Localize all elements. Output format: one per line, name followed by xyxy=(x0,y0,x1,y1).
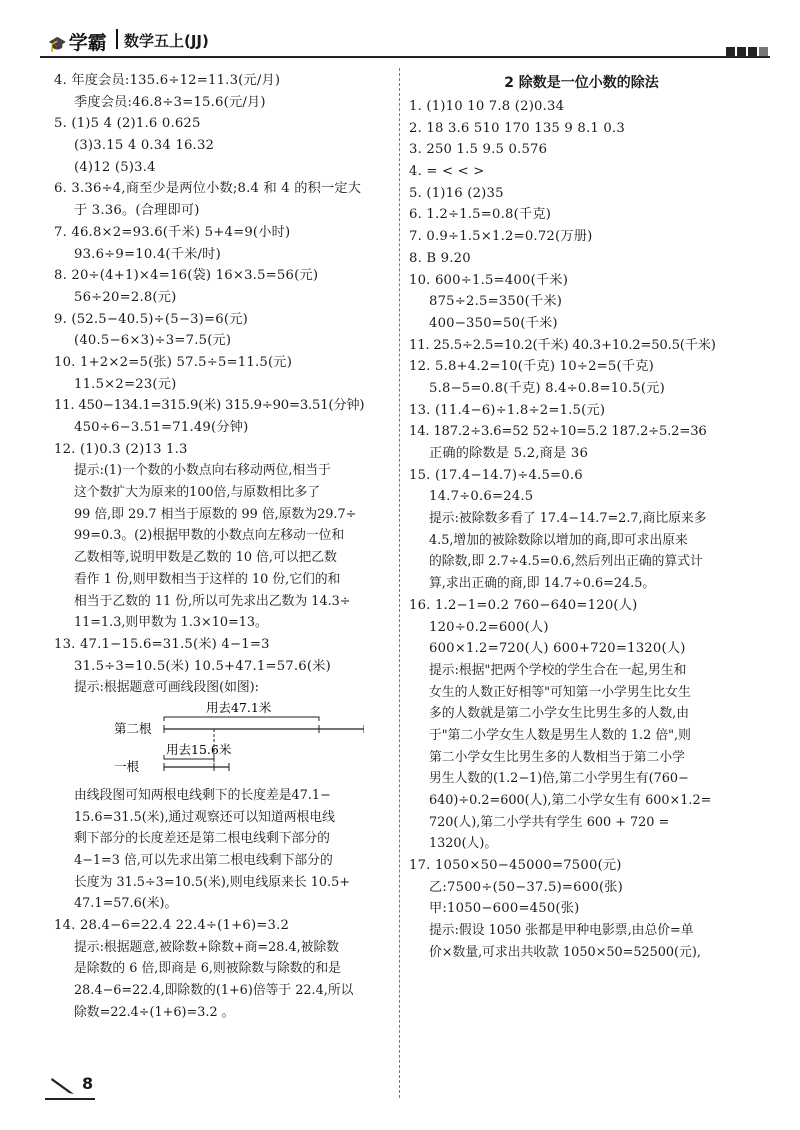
bottom-segment-label: 用去15.6米 xyxy=(166,741,232,757)
hint-line: 4−1=3 倍,可以先求出第二根电线剩下部分的 xyxy=(74,853,333,868)
hint-line: 的除数,即 2.7÷4.5=0.6,然后列出正确的算式计 xyxy=(429,554,703,570)
brand-logo xyxy=(48,28,107,55)
answer-line: 400−350=50(千米) xyxy=(429,315,558,331)
answer-line: 31.5÷3=10.5(米) 10.5+47.1=57.6(米) xyxy=(74,658,331,674)
section-title: 2 除数是一位小数的除法 xyxy=(504,75,659,91)
answer-line: 56÷20=2.8(元) xyxy=(74,289,177,305)
answer-line: 甲:1050−600=450(张) xyxy=(429,901,580,917)
answer-line: 6. 3.36÷4,商至少是两位小数;8.4 和 4 的积一定大 xyxy=(54,181,362,197)
answer-line: 875÷2.5=350(千米) xyxy=(429,294,563,310)
hint-line: 价×数量,可求出共收款 1050×50=52500(元), xyxy=(429,944,701,960)
header-rule xyxy=(40,56,770,58)
answer-line: 乙:7500÷(50−37.5)=600(张) xyxy=(429,879,624,895)
answer-line: 季度会员:46.8÷3=15.6(元/月) xyxy=(74,94,266,110)
graduation-cap-icon: 🎓 xyxy=(48,35,67,53)
answer-line: 于 3.36。(合理即可) xyxy=(74,203,200,219)
answer-line: 12. (1)0.3 (2)13 1.3 xyxy=(54,441,188,457)
answer-line: 14. 28.4−6=22.4 22.4÷(1+6)=3.2 xyxy=(54,918,290,934)
answer-line: 93.6÷9=10.4(千米/时) xyxy=(74,246,221,262)
segment-svg xyxy=(114,699,364,785)
hint-line: 1320(人)。 xyxy=(429,836,498,852)
answer-line: 1. (1)10 10 7.8 (2)0.34 xyxy=(409,99,565,114)
hint-line: 99 倍,即 29.7 相当于原数的 99 倍,原数为29.7÷ xyxy=(74,506,357,522)
hint-line: 女生的人数正好相等"可知第一小学男生比女生 xyxy=(429,684,691,700)
answer-line: 14.7÷0.6=24.5 xyxy=(429,489,534,505)
answer-line: 5. (1)16 (2)35 xyxy=(409,185,504,201)
hint-line: 第二小学女生比男生多的人数相当于第二小学 xyxy=(429,749,685,765)
hint-line: 提示:(1)一个数的小数点向右移动两位,相当于 xyxy=(74,463,331,479)
line-segment-diagram xyxy=(114,699,364,785)
hint-line: 28.4−6=22.4,即除数的(1+6)倍等于 22.4,所以 xyxy=(74,983,354,999)
hint-line: 这个数扩大为原来的100倍,与原数相比多了 xyxy=(74,485,321,501)
answer-line: 7. 0.9÷1.5×1.2=0.72(万册) xyxy=(409,229,593,245)
answer-line: 3. 250 1.5 9.5 0.576 xyxy=(409,142,548,158)
answer-line: 11.5×2=23(元) xyxy=(74,376,177,392)
hint-line: 4.5,增加的被除数除以增加的商,即可求出原来 xyxy=(429,532,688,548)
hint-line: 多的人数就是第二小学女生比男生多的人数,由 xyxy=(429,706,690,722)
hint-line: 由线段图可知两根电线剩下的长度差是47.1− xyxy=(74,787,331,803)
pencil-icon xyxy=(50,1074,78,1096)
answer-line: 8. 20÷(4+1)×4=16(袋) 16×3.5=56(元) xyxy=(54,268,319,284)
answer-line: 正确的除数是 5.2,商是 36 xyxy=(429,446,589,461)
logo-text: 学霸 xyxy=(68,32,107,54)
page-header xyxy=(40,22,770,66)
answer-line: 9. (52.5−40.5)÷(5−3)=6(元) xyxy=(54,311,248,327)
second-wire-label: 第二根 xyxy=(114,720,152,736)
header-separator xyxy=(116,29,118,49)
hint-line: 乙数相等,说明甲数是乙数的 10 倍,可以把乙数 xyxy=(74,550,337,566)
answer-line: 16. 1.2−1=0.2 760−640=120(人) xyxy=(409,597,638,613)
hint-line: 男生人数的(1.2−1)倍,第二小学男生有(760− xyxy=(429,771,689,787)
hint-line: 99=0.3。(2)根据甲数的小数点向左移动一位和 xyxy=(74,528,345,544)
answer-line: 5.8−5=0.8(千克) 8.4÷0.8=10.5(元) xyxy=(429,380,665,396)
answer-line: 15. (17.4−14.7)÷4.5=0.6 xyxy=(409,467,583,483)
hint-line: 提示:被除数多看了 17.4−14.7=2.7,商比原来多 xyxy=(429,511,707,527)
answer-line: 11. 25.5÷2.5=10.2(千米) 40.3+10.2=50.5(千米) xyxy=(409,337,716,353)
answer-line: 4. = < < > xyxy=(409,164,485,180)
answer-line: 13. (11.4−6)÷1.8÷2=1.5(元) xyxy=(409,402,606,418)
hint-line: 提示:假设 1050 张都是甲种电影票,由总价=单 xyxy=(429,923,694,939)
answer-line: 6. 1.2÷1.5=0.8(千克) xyxy=(409,207,552,223)
answer-line: (4)12 (5)3.4 xyxy=(74,159,156,175)
hint-line: 除数=22.4÷(1+6)=3.2 。 xyxy=(74,1004,235,1020)
left-column xyxy=(54,70,389,1024)
hint-line: 是除数的 6 倍,即商是 6,则被除数与除数的和是 xyxy=(74,961,341,977)
answer-line: 600×1.2=720(人) 600+720=1320(人) xyxy=(429,641,686,657)
top-brace xyxy=(164,717,319,721)
answer-line: 10. 1+2×2=5(张) 57.5÷5=11.5(元) xyxy=(54,354,293,370)
answer-line: 7. 46.8×2=93.6(千米) 5+4=9(小时) xyxy=(54,224,291,240)
hint-line: 640)÷0.2=600(人),第二小学女生有 600×1.2= xyxy=(429,793,712,808)
hint-line: 提示:根据题意可画线段图(如图): xyxy=(74,680,259,696)
top-segment-label: 用去47.1米 xyxy=(206,699,272,715)
answer-line: 450÷6−3.51=71.49(分钟) xyxy=(74,420,249,435)
answer-line: 2. 18 3.6 510 170 135 9 8.1 0.3 xyxy=(409,120,625,136)
answer-line: 12. 5.8+4.2=10(千克) 10÷2=5(千克) xyxy=(409,359,654,375)
page-number: 8 xyxy=(82,1074,94,1093)
hint-line: 15.6=31.5(米),通过观察还可以知道两根电线 xyxy=(74,809,335,825)
hint-line: 长度为 31.5÷3=10.5(米),则电线原来长 10.5+ xyxy=(74,874,350,890)
hint-line: 看作 1 份,则甲数相当于这样的 10 份,它们的和 xyxy=(74,571,341,587)
answer-line: 14. 187.2÷3.6=52 52÷10=5.2 187.2÷5.2=36 xyxy=(409,424,707,440)
answer-line: 5. (1)5 4 (2)1.6 0.625 xyxy=(54,116,201,132)
footer-rule xyxy=(45,1098,95,1100)
answer-line: (3)3.15 4 0.34 16.32 xyxy=(74,138,215,154)
hint-line: 于"第二小学女生人数是男生人数的 1.2 倍",则 xyxy=(429,727,691,743)
hint-line: 提示:根据"把两个学校的学生合在一起,男生和 xyxy=(429,662,687,678)
book-subject: 数学五上(JJ) xyxy=(124,32,209,50)
hint-line: 47.1=57.6(米)。 xyxy=(74,896,178,912)
answer-line: 11. 450−134.1=315.9(米) 315.9÷90=3.51(分钟) xyxy=(54,398,365,414)
answer-line: 13. 47.1−15.6=31.5(米) 4−1=3 xyxy=(54,636,270,652)
answer-line: 120÷0.2=600(人) xyxy=(429,619,549,635)
hint-line: 算,求出正确的商,即 14.7÷0.6=24.5。 xyxy=(429,576,656,592)
answer-line: 4. 年度会员:135.6÷12=11.3(元/月) xyxy=(54,73,281,88)
answer-line: (40.5−6×3)÷3=7.5(元) xyxy=(74,333,232,349)
hint-line: 11=1.3,则甲数为 1.3×10=13。 xyxy=(74,615,268,631)
right-column xyxy=(409,70,754,964)
column-divider xyxy=(399,68,400,1098)
answer-line: 8. B 9.20 xyxy=(409,250,471,266)
hint-line: 提示:根据题意,被除数+除数+商=28.4,被除数 xyxy=(74,939,340,955)
answer-line: 17. 1050×50−45000=7500(元) xyxy=(409,858,622,874)
hint-line: 720(人),第二小学共有学生 600 + 720 = xyxy=(429,814,670,830)
first-wire-label: 一根 xyxy=(114,758,140,774)
hint-line: 相当于乙数的 11 份,所以可先求出乙数为 14.3÷ xyxy=(74,593,351,609)
hint-line: 剩下部分的长度差还是第二根电线剩下部分的 xyxy=(74,831,330,847)
answer-line: 10. 600÷1.5=400(千米) xyxy=(409,272,569,288)
